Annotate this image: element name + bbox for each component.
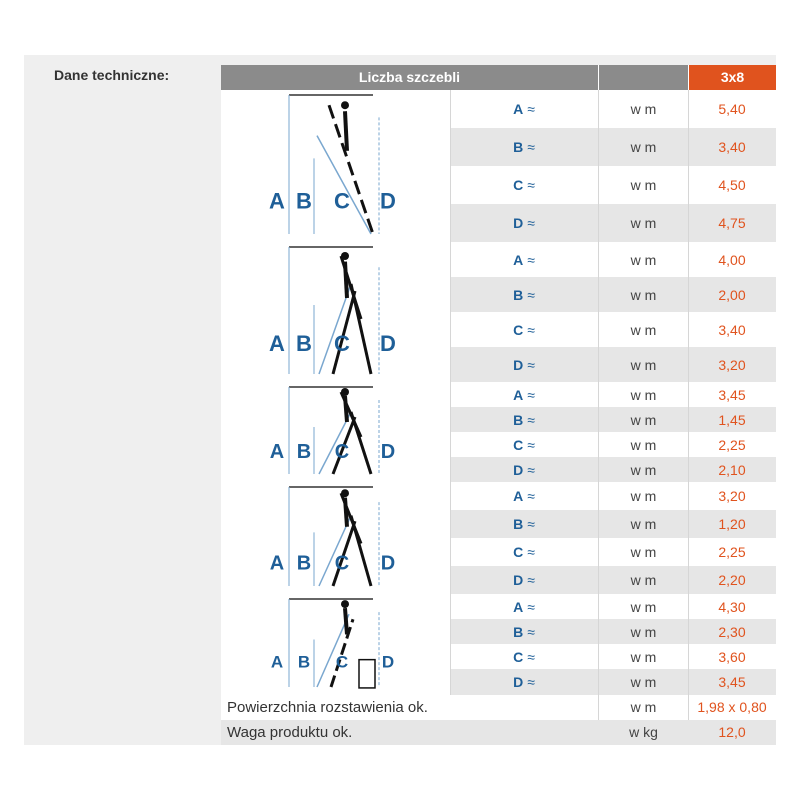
unit-cell: w m (630, 251, 657, 268)
approx-symbol: ≈ (527, 648, 535, 665)
table-row (450, 128, 776, 166)
diagram-letter: B (297, 652, 311, 672)
header-title: Liczba szczebli (221, 65, 598, 90)
header-spacer (599, 65, 688, 90)
dimension-key (450, 566, 598, 594)
approx-symbol: ≈ (527, 386, 535, 403)
diagram-letter: D (380, 552, 396, 575)
dimension-key (450, 407, 598, 432)
summary-value: 1,98 x 0,80 (697, 699, 767, 715)
dimension-letter: B (513, 516, 524, 532)
approx-symbol: ≈ (527, 139, 535, 155)
approx-symbol: ≈ (527, 356, 535, 373)
ladder-diagram (221, 382, 450, 482)
column-divider (688, 90, 689, 745)
value-cell: 2,00 (718, 286, 746, 303)
dimension-key (450, 482, 598, 510)
diagram-letter: B (296, 552, 312, 575)
diagram-letter: D (380, 188, 396, 214)
ladder-diagram-svg (221, 482, 450, 594)
approx-symbol: ≈ (527, 598, 535, 615)
value-cell: 4,00 (718, 251, 746, 268)
diagram-letter: A (269, 188, 285, 214)
ladder-diagram (221, 90, 450, 242)
column-divider (598, 90, 599, 745)
diagram-letter: D (380, 441, 396, 463)
table-row (450, 242, 776, 277)
person-head-icon (341, 489, 349, 497)
value-cell: 3,20 (718, 488, 746, 504)
value-cell: 2,25 (718, 544, 746, 560)
dimension-letter: D (513, 461, 524, 478)
platform-box-icon (359, 660, 375, 688)
unit-cell: w m (630, 674, 657, 690)
table-row (450, 90, 776, 128)
diagram-letter: A (270, 652, 284, 672)
table-row (450, 644, 776, 669)
value-cell: 2,25 (718, 436, 746, 453)
diagram-letter: C (334, 188, 350, 214)
summary-unit: w m (630, 699, 657, 715)
summary-label: Waga produktu ok. (227, 724, 353, 741)
summary-value: 12,0 (718, 724, 746, 740)
unit-cell: w m (630, 411, 657, 428)
dimension-letter: A (513, 251, 524, 268)
value-cell: 4,75 (718, 215, 746, 231)
diagram-letter: D (381, 652, 395, 672)
dimension-key (450, 382, 598, 407)
spec-panel (24, 55, 776, 745)
diagram-letter: A (269, 441, 285, 463)
approx-symbol: ≈ (527, 411, 535, 428)
dimension-key (450, 312, 598, 347)
person-body-icon (345, 396, 347, 422)
value-cell: 3,45 (718, 674, 746, 690)
dimension-key (450, 166, 598, 204)
approx-symbol: ≈ (527, 544, 535, 560)
dimension-letter: A (513, 598, 524, 615)
dimension-key (450, 128, 598, 166)
unit-cell: w m (630, 461, 657, 478)
ladder-diagram-svg (221, 382, 450, 482)
table-row (450, 594, 776, 619)
person-head-icon (341, 101, 349, 109)
dimension-letter: B (513, 139, 524, 155)
table-header (221, 65, 776, 90)
dimension-letter: C (513, 436, 524, 453)
dimension-letter: D (513, 674, 524, 690)
unit-cell: w m (630, 356, 657, 373)
dimension-key (450, 594, 598, 619)
unit-cell: w m (630, 386, 657, 403)
dimension-letter: C (513, 544, 524, 560)
approx-symbol: ≈ (527, 488, 535, 504)
diagram-letter: B (296, 441, 312, 463)
header-model: 3x8 (689, 65, 776, 90)
value-cell: 3,45 (718, 386, 746, 403)
unit-cell: w m (630, 488, 657, 504)
unit-cell: w m (630, 623, 657, 640)
dimension-letter: A (513, 101, 524, 117)
approx-symbol: ≈ (527, 177, 535, 193)
section-label: Dane techniczne: (54, 67, 170, 83)
dimension-letter: B (513, 411, 524, 428)
table-row (450, 204, 776, 242)
unit-cell: w m (630, 139, 657, 155)
value-cell: 3,60 (718, 648, 746, 665)
dimension-letter: C (513, 321, 524, 338)
table-row (450, 347, 776, 382)
value-cell: 2,20 (718, 572, 746, 588)
dimension-letter: D (513, 572, 524, 588)
approx-symbol: ≈ (527, 436, 535, 453)
approx-symbol: ≈ (527, 251, 535, 268)
approx-symbol: ≈ (527, 321, 535, 338)
table-row (450, 277, 776, 312)
diagram-letter: B (296, 188, 312, 214)
table-row (450, 669, 776, 695)
approx-symbol: ≈ (527, 286, 535, 303)
summary-unit: w kg (629, 724, 658, 740)
dimension-letter: A (513, 386, 524, 403)
value-cell: 4,30 (718, 598, 746, 615)
dimension-key (450, 619, 598, 644)
unit-cell: w m (630, 516, 657, 532)
unit-cell: w m (630, 544, 657, 560)
table-row (450, 482, 776, 510)
dimension-key (450, 432, 598, 457)
table-row (450, 432, 776, 457)
table-row (450, 538, 776, 566)
value-cell: 3,40 (718, 321, 746, 338)
diagram-letter: C (334, 552, 350, 575)
dimension-key (450, 347, 598, 382)
approx-symbol: ≈ (527, 215, 535, 231)
dimension-letter: B (513, 623, 524, 640)
person-head-icon (341, 252, 349, 260)
dimension-letter: C (513, 177, 524, 193)
table-row (450, 407, 776, 432)
value-cell: 4,50 (718, 177, 746, 193)
table-row (450, 566, 776, 594)
dimension-key (450, 510, 598, 538)
value-cell: 3,40 (718, 139, 746, 155)
summary-label: Powierzchnia rozstawienia ok. (227, 699, 428, 716)
diagram-letter: A (269, 552, 285, 575)
value-cell: 2,30 (718, 623, 746, 640)
dimension-letter: C (513, 648, 524, 665)
unit-cell: w m (630, 321, 657, 338)
unit-cell: w m (630, 215, 657, 231)
summary-row-area (221, 695, 776, 720)
dimension-key (450, 90, 598, 128)
column-divider (450, 90, 451, 695)
dimension-key (450, 538, 598, 566)
unit-cell: w m (630, 436, 657, 453)
diagram-letter: D (380, 331, 396, 357)
unit-cell: w m (630, 286, 657, 303)
approx-symbol: ≈ (527, 516, 535, 532)
dimension-key (450, 242, 598, 277)
diagram-letter: B (296, 331, 312, 357)
ladder-diagram (221, 482, 450, 594)
value-cell: 2,10 (718, 461, 746, 478)
person-body-icon (345, 498, 347, 527)
table-row (450, 457, 776, 482)
ladder-diagram (221, 594, 450, 695)
person-body-icon (345, 111, 347, 151)
dimension-key (450, 669, 598, 695)
spec-table (221, 65, 776, 745)
person-head-icon (341, 388, 349, 396)
approx-symbol: ≈ (527, 461, 535, 478)
unit-cell: w m (630, 101, 657, 117)
diagram-letter: A (269, 331, 285, 357)
table-row (450, 382, 776, 407)
person-body-icon (345, 608, 347, 634)
table-row (450, 619, 776, 644)
table-row (450, 510, 776, 538)
table-row (450, 312, 776, 347)
dimension-letter: B (513, 286, 524, 303)
value-cell: 3,20 (718, 356, 746, 373)
dimension-key (450, 644, 598, 669)
person-head-icon (341, 600, 349, 608)
value-cell: 1,20 (718, 516, 746, 532)
ladder-diagram (221, 242, 450, 382)
diagram-letter: C (334, 441, 350, 463)
diagram-letter: C (335, 652, 349, 672)
dimension-letter: D (513, 215, 524, 231)
unit-cell: w m (630, 572, 657, 588)
dimension-key (450, 204, 598, 242)
dimension-letter: D (513, 356, 524, 373)
value-cell: 1,45 (718, 411, 746, 428)
approx-symbol: ≈ (527, 101, 535, 117)
person-body-icon (345, 262, 347, 298)
approx-symbol: ≈ (527, 572, 535, 588)
unit-cell: w m (630, 598, 657, 615)
approx-symbol: ≈ (527, 674, 535, 690)
summary-row-weight (221, 720, 776, 745)
dimension-key (450, 277, 598, 312)
unit-cell: w m (630, 177, 657, 193)
ladder-diagram-svg (221, 594, 450, 695)
ladder-diagram-svg (221, 90, 450, 242)
dimension-key (450, 457, 598, 482)
ladder-diagram-svg (221, 242, 450, 382)
unit-cell: w m (630, 648, 657, 665)
diagram-letter: C (334, 331, 350, 357)
approx-symbol: ≈ (527, 623, 535, 640)
table-row (450, 166, 776, 204)
value-cell: 5,40 (718, 101, 746, 117)
dimension-letter: A (513, 488, 524, 504)
